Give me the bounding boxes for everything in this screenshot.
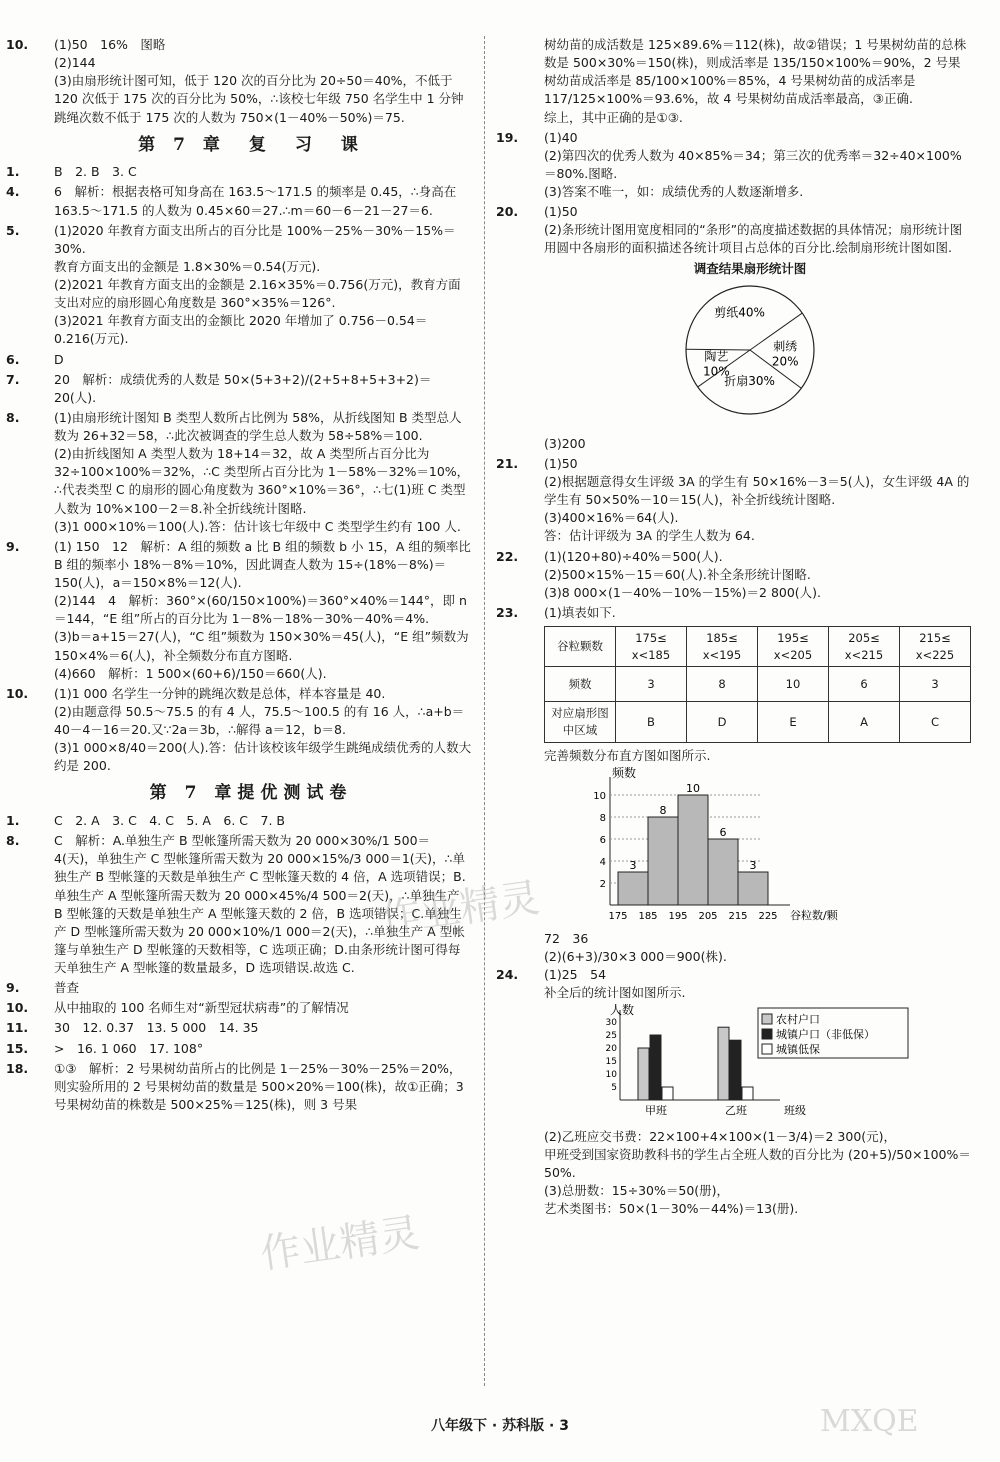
answer-line: 艺术类图书：50×(1－30%－44%)＝13(册). bbox=[544, 1201, 799, 1217]
question-number: 22. bbox=[496, 548, 519, 564]
answer-line: 8. C 解析：A.单独生产 B 型帐篷所需天数为 20 000×30%/1 500＝4(天)，单独生产 C 型帐篷所需天数为 20 000×15%/3 000＝1(天)，∴单独生产 B 型帐篷的天数是单独生产 C 型帐篷天数的 4 倍，A 选项错误；B.单独生产 A 型帐篷所需天数为 20 000×45%/4 500＝2(天)，∴单独生产 B 型帐篷的天数是单独生产 A 型帐篷天数的 2 倍，B 选项错误；C.单独生产 D 型帐篷所需天数为 20 000×10%/1 000＝2(天)，∴单独生产 A 型帐篷与单独生产 D 型帐篷的天数相等，C 选项正确；D.由条形统计图可得每天单独生产 A 型帐篷的数量最多，D 选项错误.故选 C. bbox=[6, 833, 466, 976]
bar-mark bbox=[742, 1087, 753, 1100]
answer-line: (3)由扇形统计图可知，低于 120 次的百分比为 20÷50＝40%，不低于 120 次低于 175 次的百分比为 50%，∴该校七年级 750 名学生中 1 分钟跳绳次数不低于 175 次的人数为 750×(1－40%－50%)＝75. bbox=[54, 73, 464, 125]
bar-data-label: 8 bbox=[659, 803, 667, 817]
legend-swatch bbox=[762, 1014, 772, 1024]
question-number: 4. bbox=[6, 184, 20, 200]
bar-data-label: 3 bbox=[749, 858, 757, 872]
x-category-label: 乙班 bbox=[725, 1104, 747, 1118]
histogram-bar bbox=[738, 872, 768, 905]
answer-line: (2)乙班应交书费：22×100+4×100×(1－3/4)＝2 300(元)， bbox=[544, 1128, 897, 1144]
answer-line: 23. (1)填表如下. bbox=[520, 604, 972, 622]
x-tick-label: 175 bbox=[608, 910, 628, 922]
question-number: 9. bbox=[6, 980, 20, 996]
logo-watermark: MXQE bbox=[820, 1404, 919, 1439]
question-number: 6. bbox=[6, 351, 20, 367]
histogram-bar bbox=[618, 872, 648, 905]
answer-line: (3)400×16%＝64(人). bbox=[544, 510, 679, 526]
question-number: 1. bbox=[6, 813, 20, 829]
answer-line: 5. (1)2020 年教育方面支出所占的百分比是 100%－25%－30%－15%＝30%. bbox=[6, 222, 456, 256]
answer-line: 72 36 bbox=[544, 930, 589, 946]
table-cell: A bbox=[829, 702, 900, 742]
watermark-stamp: 作业精灵 bbox=[377, 875, 543, 943]
y-tick-label: 8 bbox=[599, 812, 606, 824]
question-number: 18. bbox=[6, 1060, 29, 1076]
histogram-bar bbox=[678, 795, 708, 905]
table-cell: C bbox=[900, 702, 971, 742]
table-cell: 频数 bbox=[545, 667, 616, 702]
answer-line: 9. (1) 150 12 解析：A 组的频数 a 比 B 组的频数 b 小 15，A 组的频率比 B 组的频率小 18%－8%＝10%，因此调查人数为 15÷(18%－8%)＝150(人)，a＝150×8%＝12(人). bbox=[6, 538, 471, 591]
table-cell: 175≤ x<185 bbox=[616, 627, 687, 667]
question-number: 7. bbox=[6, 371, 20, 387]
question-number: 15. bbox=[6, 1040, 29, 1056]
answer-line: (2)144 4 解析：360°×(60/150×100%)＝360°×40%＝144°，即 n＝144，“E 组”所占的百分比为 1－8%－18%－30%－40%＝4%. bbox=[54, 593, 467, 627]
bar-data-label: 6 bbox=[719, 825, 727, 839]
question-number: 1. bbox=[6, 164, 20, 180]
answer-line: 6. D bbox=[30, 351, 472, 369]
table-cell: 185≤ x<195 bbox=[687, 627, 758, 667]
bar-mark bbox=[650, 1035, 661, 1100]
x-tick-label: 225 bbox=[758, 910, 778, 922]
question-number: 24. bbox=[496, 967, 519, 983]
left-item bbox=[6, 351, 472, 369]
answer-line: 9. 普查 bbox=[30, 979, 472, 997]
question-number: 21. bbox=[496, 455, 519, 471]
answer-line: (2)500×15%－15＝60(人).补全条形统计图略. bbox=[544, 566, 811, 582]
table-caption: 完善频数分布直方图如图所示. bbox=[544, 747, 711, 763]
right-item bbox=[496, 548, 972, 602]
answer-line: 10. (1)50 16% 图略 bbox=[30, 36, 472, 54]
answer-line: 18. ①③ 解析：2 号果树幼苗所占的比例是 1－25%－30%－25%＝20%，则实验所用的 2 号果树幼苗的数量是 500×20%＝100(株)，故①正确；3 号果树幼苗的株数是 500×25%＝125(株)，则 3 号果 bbox=[6, 1060, 464, 1112]
answer-line: 4. 6 解析：根据表格可知身高在 163.5～171.5 的频率是 0.45，∴身高在 163.5～171.5 的人数为 0.45×60＝27.∴m＝60－6－21－27＝6. bbox=[6, 184, 457, 218]
answer-line: 24. (1)25 54 bbox=[520, 966, 972, 984]
left-item bbox=[6, 163, 472, 181]
left-item bbox=[6, 979, 472, 997]
histogram-chart bbox=[580, 765, 880, 925]
table-row bbox=[545, 702, 971, 742]
table-cell: 215≤ x<225 bbox=[900, 627, 971, 667]
right-item bbox=[520, 435, 972, 453]
answer-line: 1. C 2. A 3. C 4. C 5. A 6. C 7. B bbox=[30, 812, 472, 830]
x-tick-label: 205 bbox=[698, 910, 718, 922]
table-cell: 205≤ x<215 bbox=[829, 627, 900, 667]
answer-line: 15. > 16. 1 060 17. 108° bbox=[30, 1040, 472, 1058]
x-axis-label: 谷粒数/颗 bbox=[790, 908, 838, 922]
table-cell: 对应扇形图中区域 bbox=[545, 702, 616, 742]
y-tick-label: 10 bbox=[605, 1070, 617, 1081]
answer-line: (2)第四次的优秀人数为 40×85%＝34；第三次的优秀率＝32÷40×100%＝80%.图略. bbox=[544, 147, 962, 181]
left-item bbox=[6, 538, 472, 683]
pie-title: 调查结果扇形统计图 bbox=[693, 260, 807, 276]
left-item bbox=[6, 999, 472, 1017]
pie-slice-label: 折扇30% bbox=[724, 373, 775, 388]
right-item bbox=[496, 129, 972, 202]
table-cell: 195≤ x<205 bbox=[758, 627, 829, 667]
question-number: 8. bbox=[6, 409, 20, 425]
right-item bbox=[496, 604, 972, 622]
histogram-bar bbox=[648, 817, 678, 905]
table-cell: 6 bbox=[829, 667, 900, 702]
pie-slice-label: 刺绣 bbox=[773, 339, 798, 354]
page-footer: 八年级下 · 苏科版 · 3 bbox=[431, 1418, 569, 1434]
answer-line: 答：估计评级为 3A 的学生人数为 64. bbox=[544, 528, 755, 544]
y-tick-label: 30 bbox=[605, 1018, 617, 1029]
question-number: 9. bbox=[6, 538, 20, 554]
x-tick-label: 215 bbox=[728, 910, 748, 922]
answer-line: 补全后的统计图如图所示. bbox=[544, 985, 686, 1001]
answer-line: (2)(6+3)/30×3 000＝900(株). bbox=[544, 949, 727, 965]
question-number: 8. bbox=[6, 833, 20, 849]
answer-line: (3)2021 年教育方面支出的金额比 2020 年增加了 0.756－0.54＝0.216(万元). bbox=[54, 313, 428, 347]
answer-line: (3)1 000×8/40＝200(人).答：估计该校该年级学生跳绳成绩优秀的人数大约是 200. bbox=[54, 740, 472, 774]
question-number: 11. bbox=[6, 1020, 29, 1036]
answer-line: (3)200 bbox=[544, 435, 586, 451]
left-item bbox=[6, 222, 472, 349]
answer-line: 7. 20 解析：成绩优秀的人数是 50×(5+3+2)/(2+5+8+5+3+2)＝20(人). bbox=[6, 371, 432, 405]
table-cell: B bbox=[616, 702, 687, 742]
table-cell: 谷粒颗数 bbox=[545, 627, 616, 667]
left-item bbox=[6, 36, 472, 127]
answer-line: 21. (1)50 bbox=[520, 455, 972, 473]
answer-line: 10. (1)1 000 名学生一分钟的跳绳次数是总体，样本容量是 40. bbox=[30, 685, 472, 703]
y-tick-label: 2 bbox=[599, 878, 606, 890]
watermark-stamp-2: 作业精灵 bbox=[257, 1210, 423, 1278]
left-item bbox=[6, 685, 472, 776]
answer-line: 综上，其中正确的是①③. bbox=[544, 109, 683, 125]
table-cell: 8 bbox=[687, 667, 758, 702]
answer-line: (2)144 bbox=[54, 55, 96, 71]
right-item bbox=[496, 203, 972, 257]
legend-label: 农村户口 bbox=[776, 1013, 820, 1027]
pie-slice-label: 陶艺 bbox=[704, 349, 729, 364]
table-row bbox=[545, 627, 971, 667]
table-cell: 10 bbox=[758, 667, 829, 702]
answer-line: (3)b＝a+15＝27(人)，“C 组”频数为 150×30%＝45(人)，“E 组”频数为 150×4%＝6(人)，补全频数分布直方图略. bbox=[54, 629, 469, 663]
answer-line: 22. (1)(120+80)÷40%＝500(人). bbox=[520, 548, 972, 566]
question-number: 23. bbox=[496, 604, 519, 620]
answer-line: (3)1 000×10%＝100(人).答：估计该七年级中 C 类型学生约有 100 人. bbox=[54, 518, 461, 534]
pie-slice-label: 剪纸40% bbox=[714, 305, 765, 320]
table-cell: 3 bbox=[616, 667, 687, 702]
bar-data-label: 10 bbox=[686, 781, 700, 795]
answer-line: 19. (1)40 bbox=[520, 129, 972, 147]
bar-mark bbox=[662, 1087, 673, 1100]
answer-line: 树幼苗的成活数是 125×89.6%＝112(株)，故②错误；1 号果树幼苗的总株数是 500×30%＝150(株)，则成活率是 135/150×100%＝90%，2 号果树幼苗成活率是 85/100×100%＝85%，4 号果树幼苗的成活率是 117/125×100%＝93.6%，故 4 号果树幼苗成活率最高，③正确. bbox=[544, 37, 967, 107]
y-tick-label: 20 bbox=[605, 1044, 617, 1055]
table-row bbox=[545, 667, 971, 702]
answer-line: 教育方面支出的金额是 1.8×30%＝0.54(万元). bbox=[54, 258, 321, 274]
right-item bbox=[520, 36, 972, 127]
right-column bbox=[496, 36, 972, 1218]
question-number: 10. bbox=[6, 685, 29, 701]
left-item bbox=[6, 183, 472, 219]
answer-line: (3)8 000×(1－40%－10%－15%)＝2 800(人). bbox=[544, 584, 822, 600]
question-number: 10. bbox=[6, 37, 29, 52]
right-top-answers bbox=[496, 36, 972, 258]
question-number: 10. bbox=[6, 1000, 29, 1016]
histogram-bar bbox=[708, 839, 738, 905]
answer-line: 20. (1)50 bbox=[520, 203, 972, 221]
table-cell: D bbox=[687, 702, 758, 742]
left-item bbox=[6, 1040, 472, 1058]
left-item bbox=[6, 409, 472, 536]
y-tick-label: 10 bbox=[593, 790, 606, 802]
table-cell: E bbox=[758, 702, 829, 742]
right-item bbox=[496, 455, 972, 546]
answer-line: (3)总册数：15÷30%＝50(册)， bbox=[544, 1182, 730, 1198]
pie-chart-box bbox=[650, 260, 972, 433]
section-heading: 第 7 章 复 习 课 bbox=[138, 134, 364, 155]
answer-line: 1. B 2. B 3. C bbox=[30, 163, 472, 181]
y-tick-label: 25 bbox=[605, 1031, 617, 1042]
grouped-bar-chart bbox=[580, 1004, 920, 1122]
x-tick-label: 195 bbox=[668, 910, 688, 922]
answer-line: (2)条形统计图用宽度相同的“条形”的高度描述数据的具体情况；扇形统计图用圆中各扇形的面积描述各统计项目占总体的百分比.绘制扇形统计图如图. bbox=[544, 222, 963, 256]
frequency-table bbox=[544, 626, 971, 743]
answer-line: 8. (1)由扇形统计图知 B 类型人数所占比例为 58%，从折线图知 B 类型总人数为 26+32＝58，∴此次被调查的学生总人数为 58÷58%＝100. bbox=[6, 409, 462, 444]
answer-line: 11. 30 12. 0.37 13. 5 000 14. 35 bbox=[30, 1019, 472, 1037]
pie-chart bbox=[650, 278, 890, 428]
right-mid-answers bbox=[496, 435, 972, 622]
question-number: 20. bbox=[496, 204, 519, 220]
table-cell: 3 bbox=[900, 667, 971, 702]
answer-line: (4)660 解析：1 500×(60+6)/150＝660(人). bbox=[54, 665, 327, 681]
legend-swatch bbox=[762, 1044, 772, 1054]
after-histogram bbox=[520, 930, 972, 966]
answer-line: 10. 从中抽取的 100 名师生对“新型冠状病毒”的了解情况 bbox=[30, 999, 472, 1017]
answer-line: (2)根据题意得女生评级 3A 的学生有 50×16%－3＝5(人)，女生评级 4A 的学生有 50×50%－10＝15(人)，补全折线统计图略. bbox=[544, 474, 970, 508]
answer-line: (2)由折线图知 A 类型人数为 18+14＝32，故 A 类型所占百分比为 32÷100×100%＝32%，∴C 类型所占百分比为 1－58%－32%＝10%，∴代表类型 C 的扇形的圆心角度数为 360°×10%＝36°，∴七(1)班 C 类型人数为 10%×100－2＝8.补全折线统计图略. bbox=[54, 446, 470, 516]
left-item bbox=[6, 371, 472, 407]
left-column bbox=[6, 36, 472, 1116]
x-axis-label: 班级 bbox=[784, 1104, 806, 1118]
section-heading: 第 7 章提优测试卷 bbox=[149, 783, 353, 804]
bar-data-label: 3 bbox=[629, 858, 637, 872]
y-tick-label: 15 bbox=[605, 1057, 617, 1068]
bar-mark bbox=[638, 1048, 649, 1100]
answer-line: (2)2021 年教育方面支出的金额是 2.16×35%＝0.756(万元)，教育方面支出对应的扇形圆心角度数是 360°×35%＝126°. bbox=[54, 277, 461, 311]
left-item bbox=[6, 1019, 472, 1037]
y-axis-label: 人数 bbox=[610, 1004, 635, 1018]
question-24 bbox=[496, 966, 972, 1002]
y-tick-label: 5 bbox=[611, 1083, 617, 1094]
after-bar-chart bbox=[520, 1128, 972, 1219]
question-number: 19. bbox=[496, 129, 519, 145]
answer-line: (2)由题意得 50.5～75.5 的有 4 人，75.5～100.5 的有 16 人，∴a+b＝40－4－16＝20.又∵2a＝3b，∴解得 a＝12，b＝8. bbox=[54, 703, 465, 738]
pie-slice-value: 10% bbox=[703, 364, 730, 379]
answer-line: 甲班受到国家资助教科书的学生占全班人数的百分比为 (20+5)/50×100%＝50%. bbox=[544, 1146, 971, 1180]
pie-slice-value: 20% bbox=[771, 354, 799, 369]
q24-item bbox=[496, 966, 972, 1002]
left-item bbox=[6, 1060, 472, 1114]
x-category-label: 甲班 bbox=[645, 1104, 667, 1118]
legend-label: 城镇户口（非低保） bbox=[776, 1028, 875, 1042]
legend-label: 城镇低保 bbox=[776, 1043, 820, 1057]
answer-line: (3)答案不唯一，如：成绩优秀的人数逐渐增多. bbox=[544, 184, 804, 199]
bar-mark bbox=[718, 1028, 729, 1101]
bar-mark bbox=[730, 1041, 741, 1101]
left-item bbox=[6, 812, 472, 830]
x-tick-label: 185 bbox=[638, 910, 658, 922]
y-tick-label: 4 bbox=[599, 856, 606, 868]
y-tick-label: 6 bbox=[599, 834, 606, 846]
y-axis-label: 频数 bbox=[612, 765, 637, 780]
question-number: 5. bbox=[6, 222, 20, 238]
legend-swatch bbox=[762, 1029, 772, 1039]
column-divider bbox=[484, 36, 485, 1386]
